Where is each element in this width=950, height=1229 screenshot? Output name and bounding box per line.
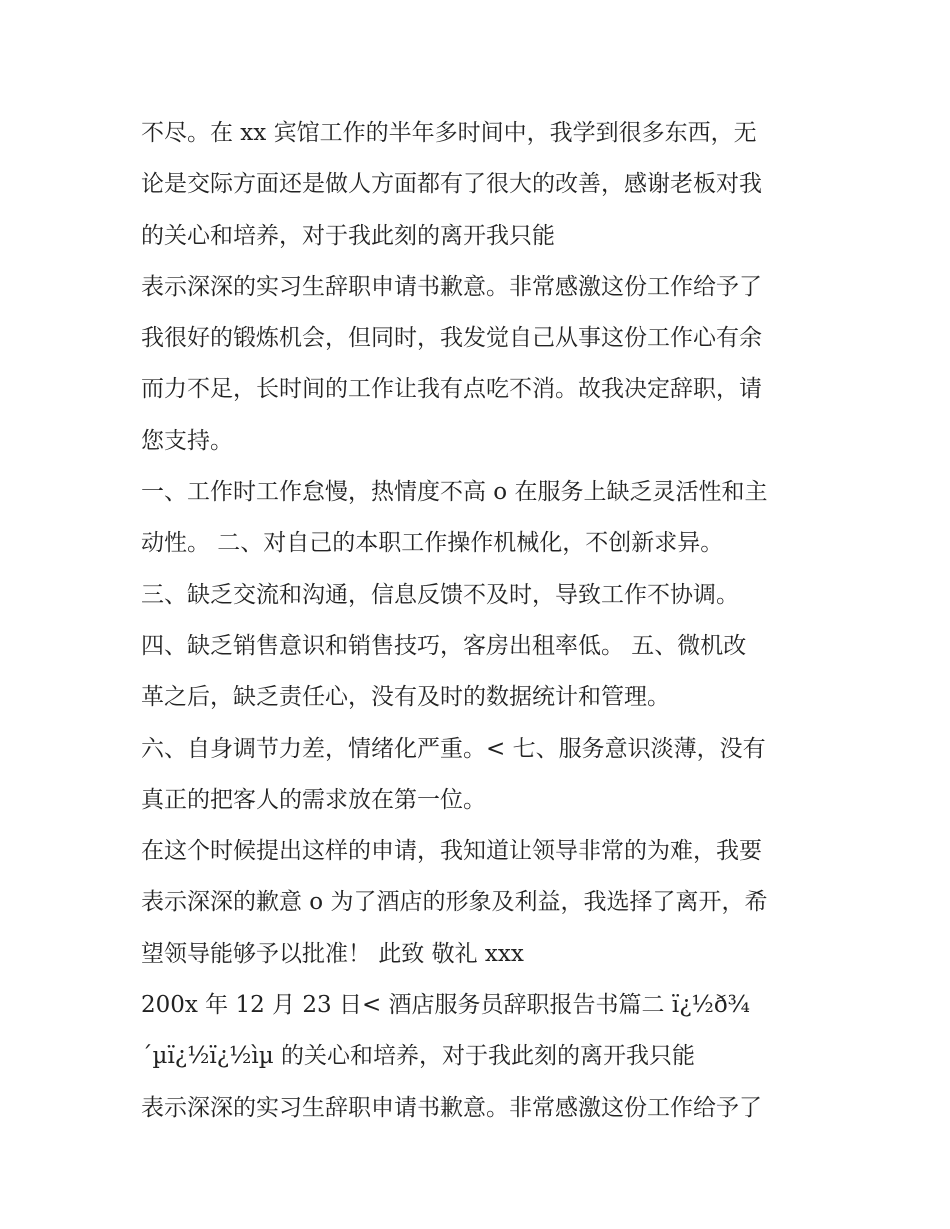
text-line: 四、缺乏销售意识和销售技巧，客房出租率低。 五、微机改: [141, 632, 747, 659]
text-line: 三、缺乏交流和沟通，信息反馈不及时，导致工作不协调。: [141, 581, 739, 608]
text-line: 您支持。: [141, 427, 233, 454]
text-line: 我很好的锻炼机会，但同时，我发觉自己从事这份工作心有余: [141, 325, 762, 352]
text-line: 而力不足，长时间的工作让我有点吃不消。故我决定辞职，请: [141, 376, 762, 403]
text-line: 动性。 二、对自己的本职工作操作机械化，不创新求异。: [141, 530, 724, 557]
text-line: 在这个时候提出这样的申请，我知道让领导非常的为难，我要: [141, 838, 762, 865]
text-line: 表示深深的实习生辞职申请书歉意。非常感激这份工作给予了: [141, 1094, 762, 1121]
text-line: ´µï¿½ï¿½ìµ 的关心和培养，对于我此刻的离开我只能: [141, 1043, 696, 1070]
text-line: 六、自身调节力差，情绪化严重。< 七、服务意识淡薄，没有: [141, 735, 766, 762]
text-line: 的关心和培养，对于我此刻的离开我只能: [141, 222, 555, 249]
text-line: 不尽。在 xx 宾馆工作的半年多时间中，我学到很多东西，无: [141, 120, 757, 146]
text-line: 表示深深的实习生辞职申请书歉意。非常感激这份工作给予了: [141, 273, 762, 300]
text-line: 真正的把客人的需求放在第一位。: [141, 786, 486, 813]
text-line: 一、工作时工作怠慢，热情度不高 o 在服务上缺乏灵活性和主: [141, 479, 768, 506]
text-line: 望领导能够予以批准！ 此致 敬礼 xxx: [141, 940, 524, 967]
text-line: 200x 年 12 月 23 日< 酒店服务员辞职报告书篇二 ï¿½ð¾: [141, 992, 750, 1019]
text-line: 表示深深的歉意 o 为了酒店的形象及利益，我选择了离开，希: [141, 889, 768, 916]
text-line: 论是交际方面还是做人方面都有了很大的改善，感谢老板对我: [141, 171, 762, 198]
text-line: 革之后，缺乏责任心，没有及时的数据统计和管理。: [141, 684, 670, 711]
document-body: [141, 108, 821, 1134]
